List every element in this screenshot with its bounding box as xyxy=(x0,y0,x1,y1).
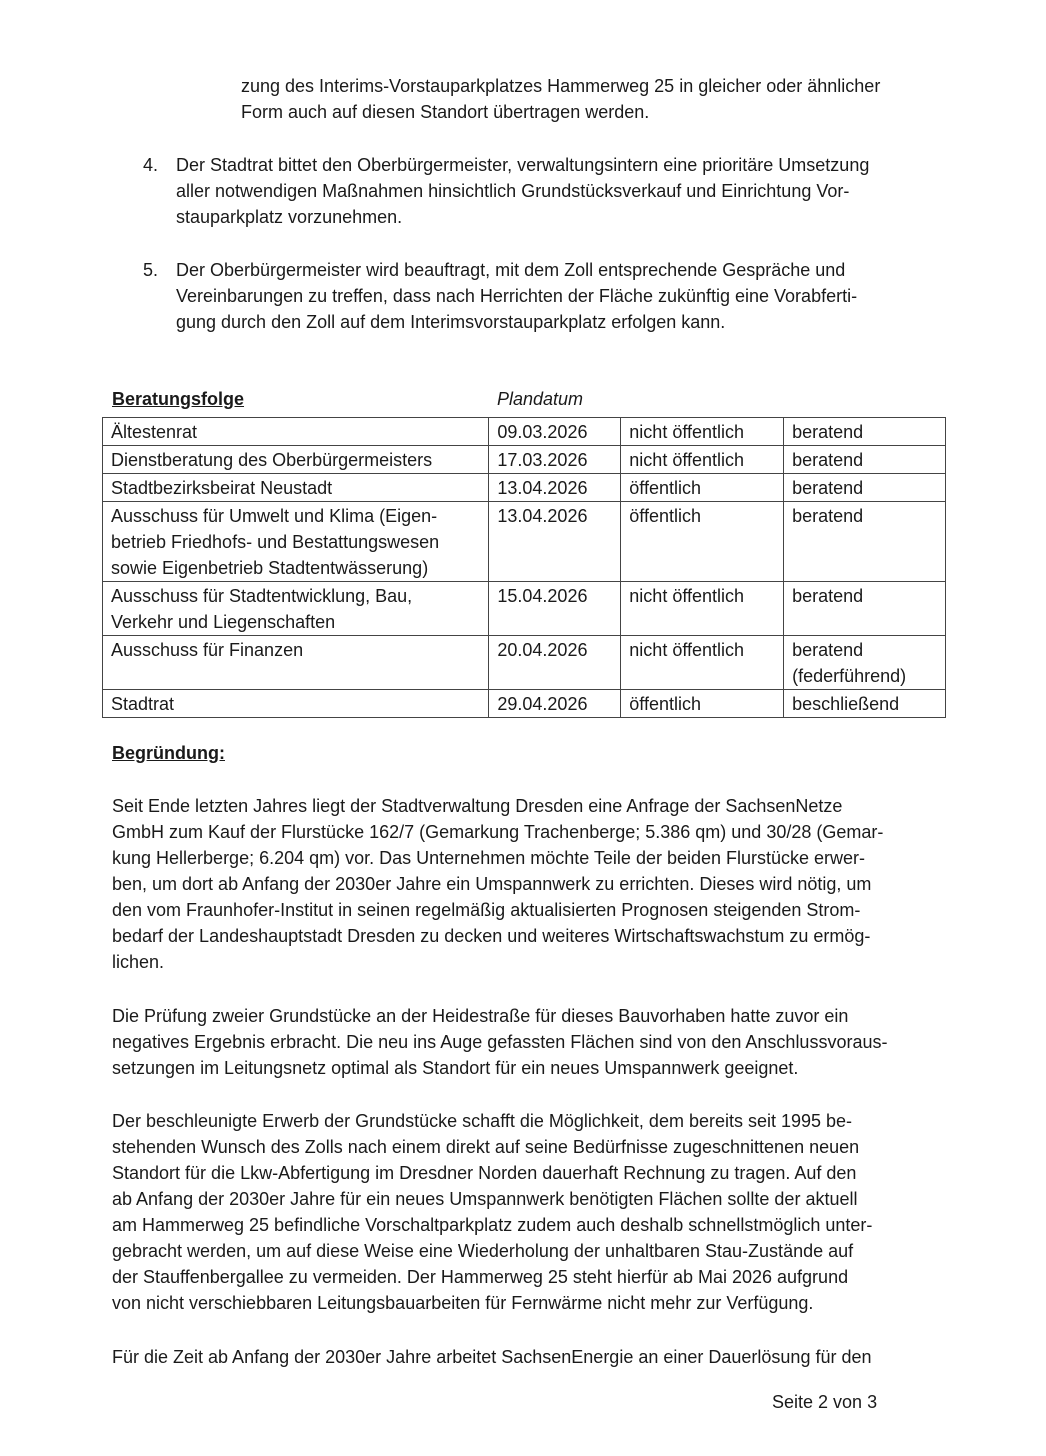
committee-cell xyxy=(103,474,489,502)
text-line: ben, um dort ab Anfang der 2030er Jahre ein Umspannwerk zu errichten. Dieses wird nötig, um xyxy=(112,874,872,894)
text-line: aller notwendigen Maßnahmen hinsichtlich Grundstücksverkauf und Einrichtung Vor- xyxy=(176,181,850,201)
committee-cell xyxy=(103,446,489,474)
access-cell: nicht öffentlich xyxy=(621,418,784,446)
text-line: ab Anfang der 2030er Jahre für ein neues Umspannwerk benötigten Flächen sollte der aktuell xyxy=(112,1189,858,1209)
text-line: Form auch auf diesen Standort übertragen werden. xyxy=(241,102,650,122)
beratungsfolge-table xyxy=(102,417,946,718)
text-line: Die Prüfung zweier Grundstücke an der Heidestraße für dieses Bauvorhaben hatte zuvor ein xyxy=(112,1006,849,1026)
text-line: am Hammerweg 25 befindliche Vorschaltparkplatz zudem auch deshalb schnellstmöglich unter- xyxy=(112,1215,873,1235)
text-line: Der beschleunigte Erwerb der Grundstücke schafft die Möglichkeit, dem bereits seit 1995 be- xyxy=(112,1111,853,1131)
begruendung-heading: Begründung: xyxy=(112,743,225,763)
role-cell xyxy=(784,502,946,582)
list-item-4 xyxy=(143,152,958,230)
cell-line: beratend xyxy=(792,640,864,660)
committee-cell xyxy=(103,636,489,690)
role-cell xyxy=(784,690,946,718)
cell-line: (federführend) xyxy=(792,666,907,686)
paragraph-1 xyxy=(112,793,948,975)
paragraph-3 xyxy=(112,1108,948,1316)
page-number: Seite 2 von 3 xyxy=(772,1392,878,1412)
beratungsfolge-heading: Beratungsfolge xyxy=(112,389,245,409)
cell-line: Stadtrat xyxy=(111,694,175,714)
text-line: gung durch den Zoll auf dem Interimsvorstauparkplatz erfolgen kann. xyxy=(176,312,726,332)
text-line: Der Oberbürgermeister wird beauftragt, mit dem Zoll entsprechende Gespräche und xyxy=(176,260,846,280)
cell-line: beratend xyxy=(792,450,864,470)
role-cell xyxy=(784,636,946,690)
text-line: GmbH zum Kauf der Flurstücke 162/7 (Gemarkung Trachenberge; 5.386 qm) und 30/28 (Gemar- xyxy=(112,822,884,842)
access-cell: öffentlich xyxy=(621,502,784,582)
table-row xyxy=(103,474,946,502)
committee-cell xyxy=(103,418,489,446)
text-line: stehenden Wunsch des Zolls nach einem direkt auf seine Bedürfnisse zugeschnittenen neuen xyxy=(112,1137,860,1157)
access-cell: öffentlich xyxy=(621,474,784,502)
text-line: Vereinbarungen zu treffen, dass nach Herrichten der Fläche zukünftig eine Vorabferti- xyxy=(176,286,858,306)
plandatum-heading: Plandatum xyxy=(497,389,584,409)
text-line: den vom Fraunhofer-Institut in seinen regelmäßig aktualisierten Prognosen steigenden Strom- xyxy=(112,900,861,920)
text-line: setzungen im Leitungsnetz optimal als Standort für ein neues Umspannwerk geeignet. xyxy=(112,1058,799,1078)
date-cell: 13.04.2026 xyxy=(489,502,621,582)
date-cell: 29.04.2026 xyxy=(489,690,621,718)
role-cell xyxy=(784,474,946,502)
committee-cell xyxy=(103,690,489,718)
cell-line: Dienstberatung des Oberbürgermeisters xyxy=(111,450,433,470)
cell-line: Ausschuss für Finanzen xyxy=(111,640,304,660)
cell-line: beschließend xyxy=(792,694,900,714)
role-cell xyxy=(784,446,946,474)
cell-line: Verkehr und Liegenschaften xyxy=(111,612,336,632)
cell-line: beratend xyxy=(792,422,864,442)
cell-line: beratend xyxy=(792,478,864,498)
list-item-5 xyxy=(143,257,958,335)
paragraph-2 xyxy=(112,1003,948,1081)
cell-line: Ausschuss für Stadtentwicklung, Bau, xyxy=(111,586,413,606)
committee-cell xyxy=(103,582,489,636)
list-item-text xyxy=(176,152,958,230)
access-cell: nicht öffentlich xyxy=(621,582,784,636)
access-cell: öffentlich xyxy=(621,690,784,718)
table-row xyxy=(103,446,946,474)
list-item-text xyxy=(176,257,958,335)
cell-line: betrieb Friedhofs- und Bestattungswesen xyxy=(111,532,440,552)
date-cell: 13.04.2026 xyxy=(489,474,621,502)
cell-line: Ältestenrat xyxy=(111,422,198,442)
text-line: negatives Ergebnis erbracht. Die neu ins Auge gefassten Flächen sind von den Anschlussvoraus- xyxy=(112,1032,888,1052)
text-line: von nicht verschiebbaren Leitungsbauarbeiten für Fernwärme nicht mehr zur Verfügung. xyxy=(112,1293,814,1313)
role-cell xyxy=(784,582,946,636)
text-line: lichen. xyxy=(112,952,165,972)
text-line: gebracht werden, um auf diese Weise eine Wiederholung der unhaltbaren Stau-Zustände auf xyxy=(112,1241,854,1261)
access-cell: nicht öffentlich xyxy=(621,636,784,690)
paragraph-4 xyxy=(112,1344,948,1370)
date-cell: 17.03.2026 xyxy=(489,446,621,474)
table-row xyxy=(103,690,946,718)
text-line: kung Hellerberge; 6.204 qm) vor. Das Unternehmen möchte Teile der beiden Flurstücke erwer- xyxy=(112,848,866,868)
committee-cell xyxy=(103,502,489,582)
cell-line: beratend xyxy=(792,506,864,526)
table-row xyxy=(103,636,946,690)
text-line: zung des Interims-Vorstauparkplatzes Hammerweg 25 in gleicher oder ähnlicher xyxy=(241,76,881,96)
text-line: Für die Zeit ab Anfang der 2030er Jahre arbeitet SachsenEnergie an einer Dauerlösung für den xyxy=(112,1347,872,1367)
list-number: 4. xyxy=(143,155,159,175)
cell-line: sowie Eigenbetrieb Stadtentwässerung) xyxy=(111,558,429,578)
role-cell xyxy=(784,418,946,446)
continued-item-text xyxy=(241,73,961,125)
cell-line: beratend xyxy=(792,586,864,606)
access-cell: nicht öffentlich xyxy=(621,446,784,474)
table-row xyxy=(103,502,946,582)
cell-line: Ausschuss für Umwelt und Klima (Eigen- xyxy=(111,506,438,526)
cell-line: Stadtbezirksbeirat Neustadt xyxy=(111,478,333,498)
date-cell: 09.03.2026 xyxy=(489,418,621,446)
text-line: bedarf der Landeshauptstadt Dresden zu decken und weiteres Wirtschaftswachstum zu ermög- xyxy=(112,926,871,946)
text-line: stauparkplatz vorzunehmen. xyxy=(176,207,403,227)
table-row xyxy=(103,582,946,636)
text-line: Standort für die Lkw-Abfertigung im Dresdner Norden dauerhaft Rechnung zu tragen. Auf den xyxy=(112,1163,857,1183)
text-line: der Stauffenbergallee zu vermeiden. Der Hammerweg 25 steht hierfür ab Mai 2026 aufgrund xyxy=(112,1267,849,1287)
table-row xyxy=(103,418,946,446)
list-number: 5. xyxy=(143,260,159,280)
text-line: Der Stadtrat bittet den Oberbürgermeister, verwaltungsintern eine prioritäre Umsetzung xyxy=(176,155,870,175)
date-cell: 15.04.2026 xyxy=(489,582,621,636)
text-line: Seit Ende letzten Jahres liegt der Stadtverwaltung Dresden eine Anfrage der SachsenNetze xyxy=(112,796,843,816)
date-cell: 20.04.2026 xyxy=(489,636,621,690)
